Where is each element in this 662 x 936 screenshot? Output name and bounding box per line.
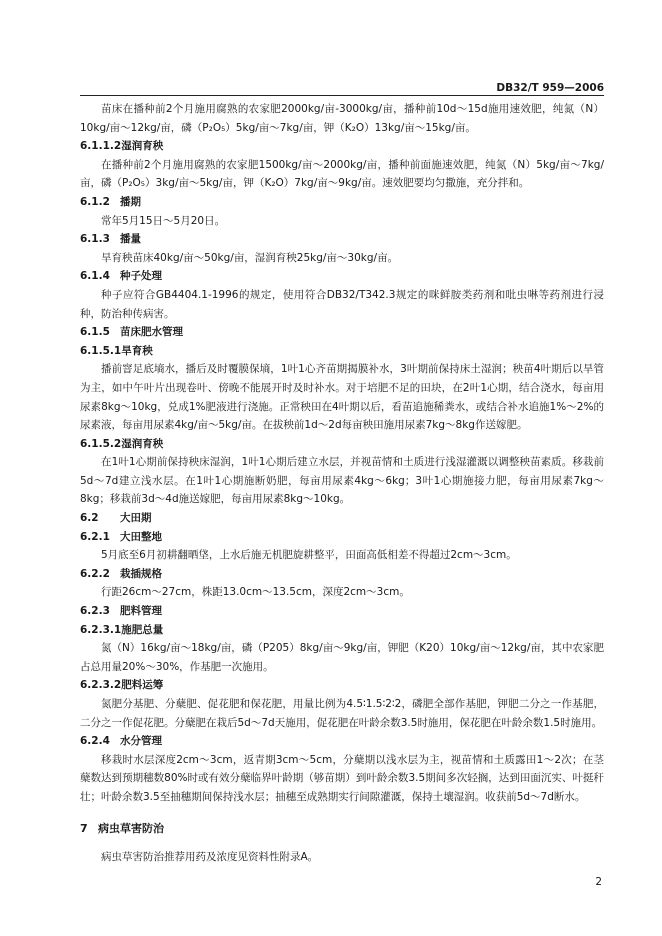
section-number: 6.2.1 xyxy=(80,530,110,543)
paragraph: 种子应符合GB4404.1-1996的规定，使用符合DB32/T342.3规定的咪鲜胺类药剂和吡虫啉等药剂进行浸种，防治种传病害。 xyxy=(80,288,604,320)
section-heading xyxy=(80,732,604,751)
paragraph: 常年5月15日～5月20日。 xyxy=(101,214,226,227)
document-body xyxy=(80,100,604,867)
section-heading xyxy=(80,323,604,342)
paragraph: 在播种前2个月施用腐熟的农家肥1500kg/亩～2000kg/亩，播种前面施速效肥，纯氮（N）5kg/亩～7kg/亩，磷（P₂O₅）3kg/亩～5kg/亩，钾（K₂O）7kg/亩～9kg/亩。速效肥要均匀撒施，充分拌和。 xyxy=(80,158,604,190)
section-number: 6.1.5.2 xyxy=(80,437,122,450)
section-title: 大田期 xyxy=(120,512,152,525)
section-title: 大田整地 xyxy=(120,530,162,543)
section-title: 肥料运筹 xyxy=(121,679,164,692)
section-heading xyxy=(80,676,604,695)
section-number: 6.1.5.1 xyxy=(80,344,122,357)
section-title: 栽插规格 xyxy=(120,567,162,580)
section-title: 播期 xyxy=(120,195,141,208)
section-heading xyxy=(80,137,604,156)
section-heading xyxy=(80,565,604,584)
paragraph: 移栽时水层深度2cm～3cm，返青期3cm～5cm，分蘖期以浅水层为主，视苗情和土质露田1～2次；在茎蘖数达到预期穗数80%时或有效分蘖临界叶龄期（够苗期）到叶龄余数3.5期间多次轻搁，达到田面沉实、叶挺秆壮；叶龄余数3.5至抽穗期间保持浅水层；抽穗至成熟期实行间隙灌溉，保持土壤湿润。收获前5d～7d断水。 xyxy=(80,753,604,803)
section-title: 旱育秧 xyxy=(121,344,153,357)
section-number: 6.1.4 xyxy=(80,270,110,283)
section-number: 6.1.3 xyxy=(80,233,110,246)
section-number: 6.2 xyxy=(80,512,99,525)
section-number: 6.1.5 xyxy=(80,326,110,339)
section-heading xyxy=(80,230,604,249)
section-title: 湿润育秧 xyxy=(121,140,164,153)
paragraph: 旱育秧苗床40kg/亩～50kg/亩，湿润育秧25kg/亩～30kg/亩。 xyxy=(101,251,399,264)
section-heading xyxy=(80,820,604,839)
page-number: 2 xyxy=(595,876,602,888)
section-title: 湿润育秧 xyxy=(121,437,164,450)
section-heading xyxy=(80,193,604,212)
section-title: 苗床肥水管理 xyxy=(120,326,183,339)
section-title: 水分管理 xyxy=(120,735,162,748)
section-heading xyxy=(80,267,604,286)
section-number: 6.2.4 xyxy=(80,735,110,748)
section-title: 病虫草害防治 xyxy=(98,821,164,835)
section-title: 肥料管理 xyxy=(120,605,162,618)
paragraph: 氮肥分基肥、分蘖肥、促花肥和保花肥，用量比例为4.5∶1.5∶2∶2，磷肥全部作基肥，钾肥二分之一作基肥，二分之一作促花肥。分蘖肥在栽后5d～7d天施用，促花肥在叶龄余数3.5时施用，保花肥在叶龄余数1.5时施用。 xyxy=(80,698,604,729)
section-title: 施肥总量 xyxy=(121,623,164,636)
section-number: 6.1.2 xyxy=(80,195,110,208)
section-number: 7 xyxy=(80,821,88,835)
section-number: 6.2.3 xyxy=(80,605,110,618)
section-heading xyxy=(80,528,604,547)
section-number: 6.1.1.2 xyxy=(80,140,122,153)
header-rule xyxy=(80,95,604,96)
section-title: 种子处理 xyxy=(120,270,162,283)
paragraph: 在1叶1心期前保持秧床湿润，1叶1心期后建立水层，并视苗情和土质进行浅湿灌溉以调整秧苗素质。移栽前5d～7d建立浅水层。在1叶1心期施断奶肥，每亩用尿素4kg～6kg；3叶1心期施接力肥，每亩用尿素7kg～8kg；移栽前3d～4d施送嫁肥，每亩用尿素8kg～10kg。 xyxy=(80,456,604,506)
section-title: 播量 xyxy=(120,233,141,246)
document-code: DB32/T 959—2006 xyxy=(496,82,604,94)
section-heading xyxy=(80,621,604,640)
section-number: 6.2.3.1 xyxy=(80,623,122,636)
paragraph: 苗床在播种前2个月施用腐熟的农家肥2000kg/亩-3000kg/亩，播种前10d～15d施用速效肥，纯氮（N）10kg/亩～12kg/亩，磷（P₂O₅）5kg/亩～7kg/亩，钾（K₂O）13kg/亩～15kg/亩。 xyxy=(80,103,604,134)
section-heading xyxy=(80,435,604,454)
section-heading xyxy=(80,509,604,528)
paragraph: 播前窨足底墒水，播后及时覆膜保墒，1叶1心齐苗期揭膜补水，3叶期前保持床土湿润；秧苗4叶期后以旱管为主，如中午叶片出现卷叶、傍晚不能展开时及时补水。对于培肥不足的田块，在2叶1心期，结合浇水，每亩用尿素8kg～10kg，兑成1%肥液进行浇施。正常秧田在4叶期以后，看苗追施稀粪水，或结合补水追施1%～2%的尿素液，每亩用尿素4kg/亩～5kg/亩。在拔秧前1d～2d每亩秧田施用尿素7kg～8kg作送嫁肥。 xyxy=(80,363,604,432)
section-heading xyxy=(80,342,604,361)
paragraph: 病虫草害防治推荐用药及浓度见资料性附录A。 xyxy=(101,851,319,864)
section-number: 6.2.2 xyxy=(80,567,110,580)
paragraph: 5月底至6月初耕翻晒垡，上水后施无机肥旋耕整平，田面高低相差不得超过2cm～3cm。 xyxy=(101,549,517,562)
paragraph: 氮（N）16kg/亩～18kg/亩，磷（P205）8kg/亩～9kg/亩，钾肥（K20）10kg/亩～12kg/亩，其中农家肥占总用量20%～30%，作基肥一次施用。 xyxy=(80,642,604,673)
section-number: 6.2.3.2 xyxy=(80,679,122,692)
section-heading xyxy=(80,602,604,621)
paragraph: 行距26cm～27cm，株距13.0cm～13.5cm，深度2cm～3cm。 xyxy=(101,586,410,599)
